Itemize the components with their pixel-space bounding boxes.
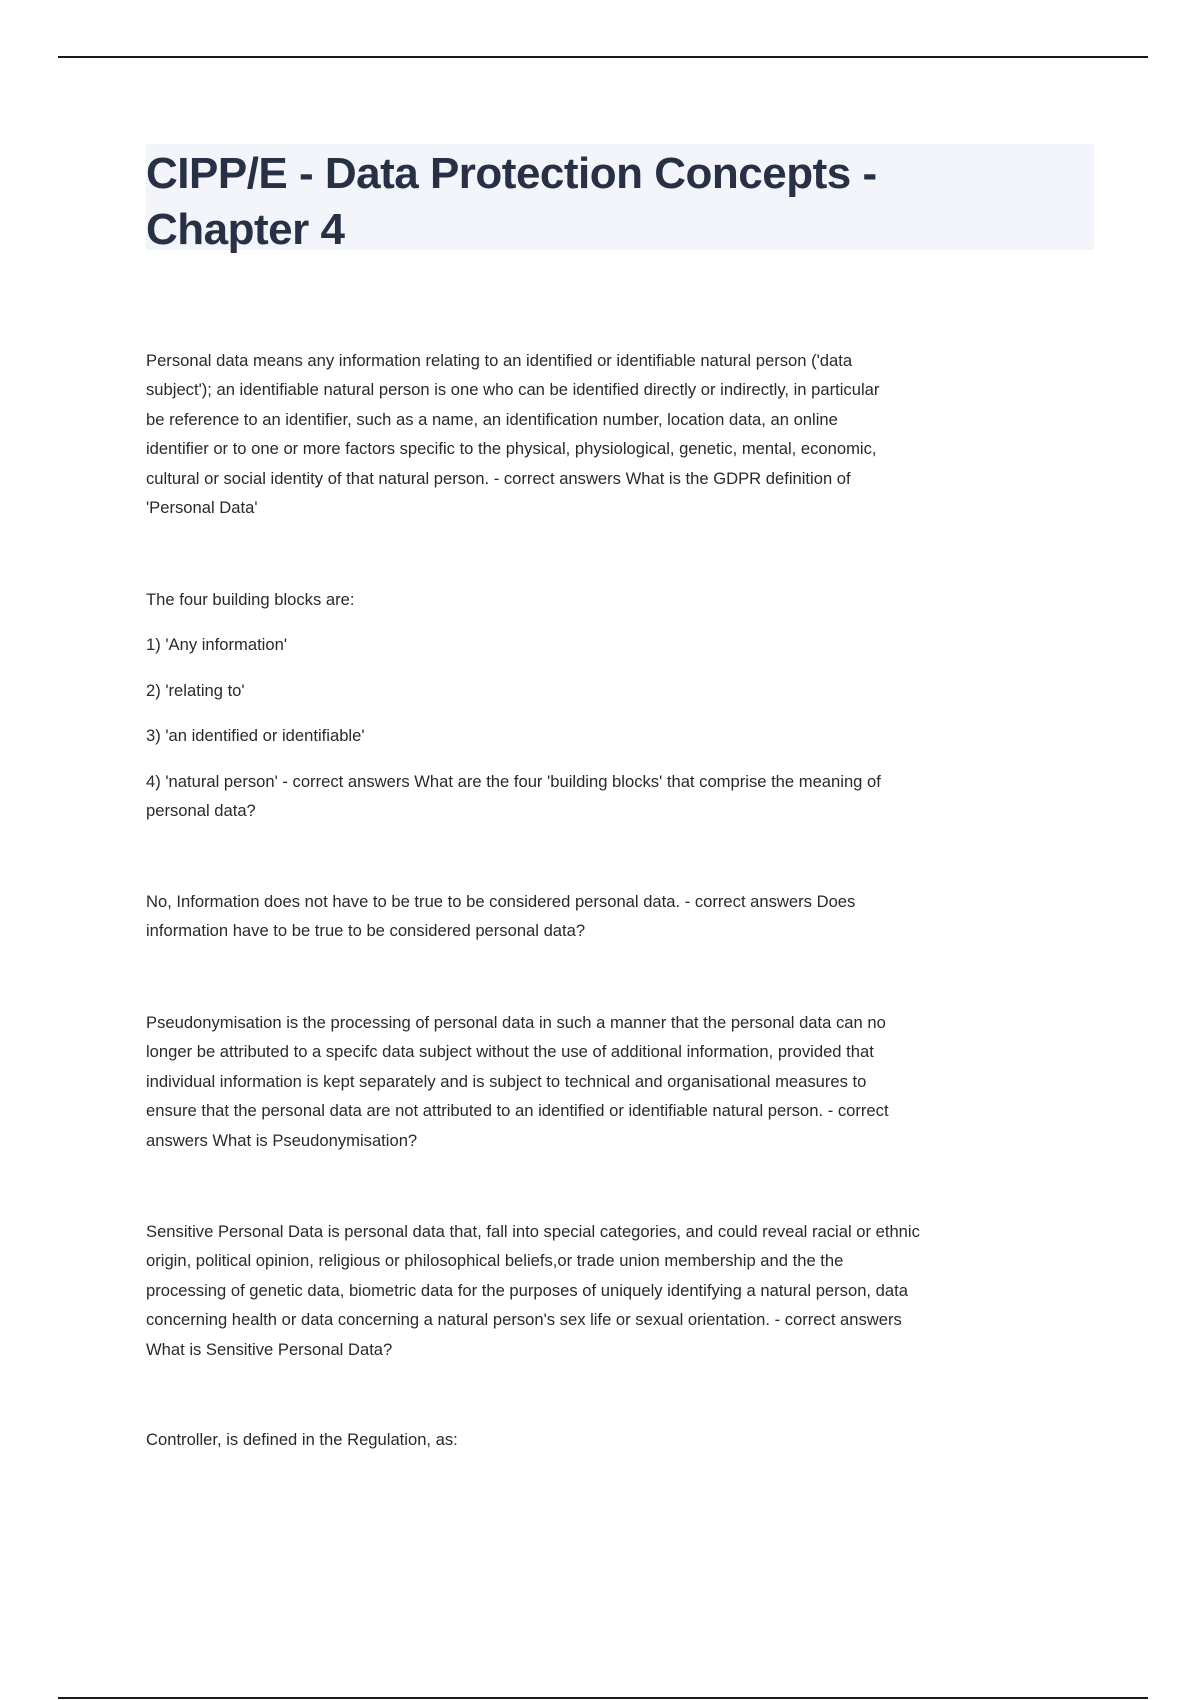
- card-true-information: [146, 887, 1106, 946]
- text-line: identifier or to one or more factors specific to the physical, physiological, genetic, mental, economic,: [146, 439, 877, 459]
- text-line: ensure that the personal data are not attributed to an identified or identifiable natural person. - correct: [146, 1101, 889, 1121]
- text-line: Personal data means any information relating to an identified or identifiable natural person ('data: [146, 351, 853, 370]
- top-rule: [58, 56, 1148, 58]
- card-personal-data: [146, 346, 1106, 522]
- title-line: CIPP/E - Data Protection Concepts -: [146, 149, 877, 198]
- text-line: subject'); an identifiable natural person is one who can be identified directly or indirectly, in particular: [146, 380, 880, 400]
- text-line: Controller, is defined in the Regulation, as:: [146, 1430, 458, 1449]
- text-line: be reference to an identifier, such as a name, an identification number, location data, an online: [146, 409, 838, 429]
- text-line: No, Information does not have to be true to be considered personal data. - correct answers Does: [146, 892, 856, 911]
- list-item: 1) 'Any information': [146, 635, 287, 655]
- list-item: The four building blocks are:: [146, 590, 355, 609]
- text-line: information have to be true to be considered personal data?: [146, 921, 586, 941]
- card-pseudonymisation: [146, 1008, 1106, 1155]
- text-line: personal data?: [146, 801, 256, 821]
- list-item: 2) 'relating to': [146, 680, 245, 700]
- page-title: [146, 146, 1086, 258]
- card-controller: [146, 1425, 1106, 1454]
- text-line: individual information is kept separately and is subject to technical and organisational measures to: [146, 1071, 867, 1091]
- text-line: longer be attributed to a specifc data subject without the use of additional information, provided that: [146, 1042, 874, 1062]
- card-sensitive-data: [146, 1217, 1106, 1364]
- text-line: concerning health or data concerning a natural person's sex life or sexual orientation. - correct answers: [146, 1310, 902, 1330]
- text-line: What is Sensitive Personal Data?: [146, 1339, 393, 1359]
- title-line: Chapter 4: [146, 205, 345, 254]
- text-line: Sensitive Personal Data is personal data that, fall into special categories, and could reveal racial or ethnic: [146, 1222, 920, 1241]
- text-line: cultural or social identity of that natural person. - correct answers What is the GDPR definition of: [146, 468, 851, 488]
- text-line: answers What is Pseudonymisation?: [146, 1130, 418, 1150]
- card-building-blocks: [146, 585, 1106, 825]
- bottom-rule: [58, 1697, 1148, 1699]
- list-item: 3) 'an identified or identifiable': [146, 726, 365, 746]
- text-line: origin, political opinion, religious or philosophical beliefs,or trade union membership and the the: [146, 1251, 844, 1271]
- text-line: processing of genetic data, biometric data for the purposes of uniquely identifying a natural person, data: [146, 1280, 908, 1300]
- text-line: Pseudonymisation is the processing of personal data in such a manner that the personal data can no: [146, 1013, 886, 1032]
- text-line: 'Personal Data': [146, 498, 258, 518]
- text-line: 4) 'natural person' - correct answers What are the four 'building blocks' that comprise the meaning of: [146, 771, 881, 791]
